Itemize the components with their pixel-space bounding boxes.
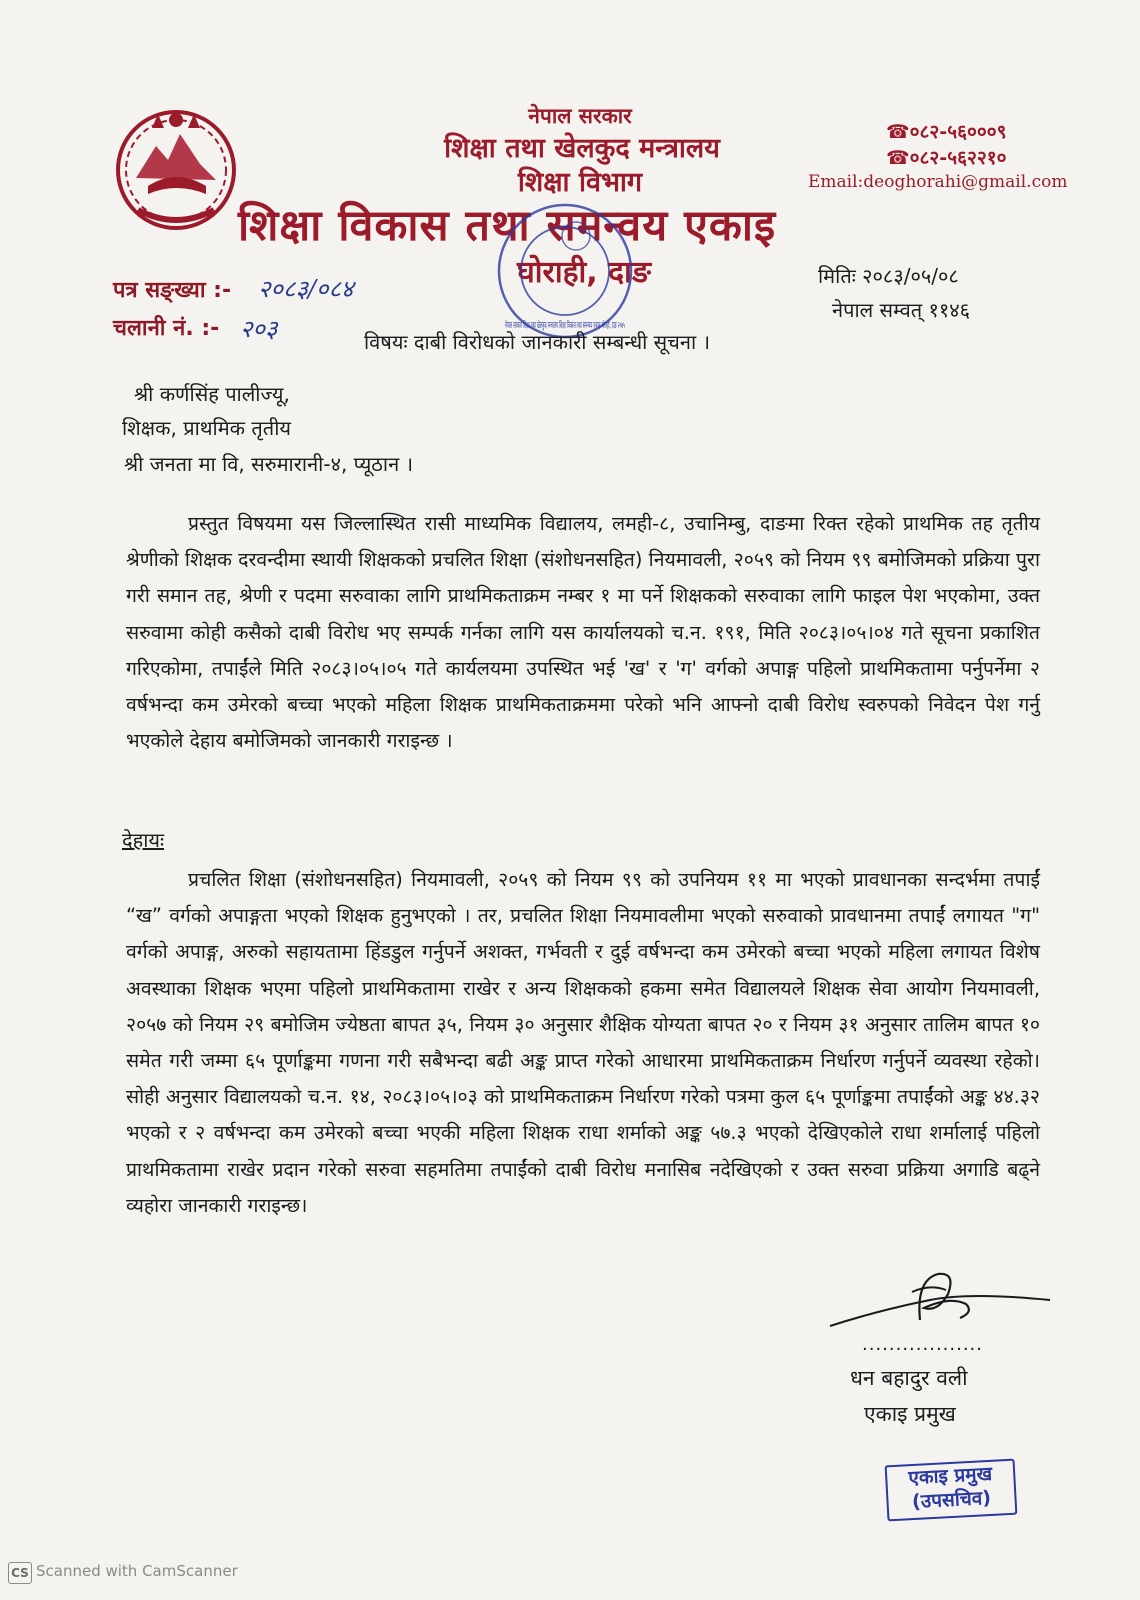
- nepal-emblem-icon: [108, 98, 244, 234]
- nepal-sambat-date: नेपाल सम्वत् ११४६: [832, 298, 971, 322]
- signatory-title: एकाइ प्रमुख: [864, 1402, 956, 1426]
- addressee-name: श्री कर्णसिंह पालीज्यू,: [134, 382, 290, 406]
- addressee-position: शिक्षक, प्राथमिक तृतीय: [122, 416, 291, 440]
- patra-value: २०८३/०८४: [258, 275, 354, 303]
- letter-subject: विषयः दाबी विरोधको जानकारी सम्बन्धी सूचना ।: [364, 330, 711, 354]
- round-office-stamp: [490, 196, 818, 346]
- body-paragraph-1: प्रस्तुत विषयमा यस जिल्लास्थित रासी माध्यमिक विद्यालय, लमही-८, उचानिम्बु, दाङमा रिक्त रहेको प्राथमिक तह तृतीय श्रेणीको शिक्षक दरवन्दीमा स्थायी शिक्षकको प्रचलित शिक्षा (संशोधनसहित) नियमावली, २०५९ को नियम ९९ बमोजिमको प्रक्रिया पुरा गरी समान तह, श्रेणी र पदमा सरुवाका लागि प्राथमिकताक्रम नम्बर १ मा पर्ने शिक्षकको सरुवाका लागि फाइल पेश भएकोमा, उक्त सरुवामा कोही कसैको दाबी विरोध भए सम्पर्क गर्नका लागि यस कार्यालयको च.न. १९१, मिति २०८३।०५।०४ गते सूचना प्रकाशित गरिएकोमा, तपाईंले मिति २०८३।०५।०५ गते कार्यलयमा उपस्थित भई 'ख' र 'ग' वर्गको अपाङ्ग पहिलो प्राथमिकतामा पर्नुपर्नेमा २ वर्षभन्दा कम उमेरको बच्चा भएको महिला शिक्षक प्राथमिकताक्रममा परेको भनि आफ्नो दाबी विरोध स्वरुपको निवेदन पेश गर्नु भएकोले देहाय बमोजिमको जानकारी गराइन्छ ।: [126, 512, 1040, 753]
- patra-label: पत्र सङ्ख्या :-: [113, 278, 232, 303]
- ministry-name: शिक्षा तथा खेलकुद मन्त्रालय: [444, 133, 720, 164]
- chalani-label: चलानी नं. :-: [113, 316, 220, 341]
- addressee-school: श्री जनता मा वि, सरुमारानी-४, प्यूठान ।: [124, 452, 414, 476]
- stamp-line-2: (उपसचिव): [911, 1486, 992, 1514]
- chalani-value: २०३: [240, 315, 278, 343]
- unit-name: शिक्षा विकास तथा समन्वय एकाइ: [238, 201, 777, 251]
- dehaya-heading: देहायः: [122, 828, 165, 852]
- government-name: नेपाल सरकार: [528, 104, 632, 128]
- stamp-line-1: एकाइ प्रमुख: [907, 1462, 993, 1490]
- phone-number-2: ☎०८२-५६२२१०: [886, 147, 1007, 169]
- signature-dots: ..................: [862, 1334, 983, 1355]
- office-location: घोराही, दाङ: [517, 255, 651, 290]
- signatory-name: धन बहादुर वली: [850, 1366, 968, 1390]
- letter-date: मितिः २०८३/०५/०८: [818, 264, 959, 288]
- signature-mark: [820, 1260, 1060, 1340]
- body-paragraph-2: प्रचलित शिक्षा (संशोधनसहित) नियमावली, २०५९ को नियम ९९ को उपनियम ११ मा भएको प्रावधानका सन्दर्भमा तपाईं “ख” वर्गको अपाङ्गता भएको शिक्षक हुनुभएको । तर, प्रचलित शिक्षा नियमावलीमा भएको सरुवाको प्रावधानमा तपाईं लगायत "ग" वर्गको अपाङ्ग, अरुको सहायतामा हिंडडुल गर्नुपर्ने अशक्त, गर्भवती र दुई वर्षभन्दा कम उमेरको बच्चा भएको महिला लगायत विशेष अवस्थाका शिक्षक भएमा पहिलो प्राथमिकतामा राखेर र अन्य शिक्षकको हकमा समेत विद्यालयले शिक्षक सेवा आयोग नियमावली, २०५७ को नियम २९ बमोजिम ज्येष्ठता बापत ३५, नियम ३० अनुसार शैक्षिक योग्यता बापत २० र नियम ३१ अनुसार तालिम बापत १० समेत गरी जम्मा ६५ पूर्णाङ्कमा गणना गरी सबैभन्दा बढी अङ्क प्राप्त गरेको आधारमा प्राथमिकताक्रम निर्धारण गर्नुपर्ने व्यवस्था रहेको। सोही अनुसार विद्यालयको च.न. १४, २०८३।०५।०३ को प्राथमिकताक्रम निर्धारण गरेको पत्रमा कुल ६५ पूर्णाङ्कमा तपाईंको अङ्क ४४.३२ भएको र २ वर्षभन्दा कम उमेरको बच्चा भएकी महिला शिक्षक राधा शर्माको अङ्क ५७.३ भएको देखिएकोले राधा शर्मालाई पहिलो प्राथमिकतामा राखेर प्रदान गरेको सरुवा सहमतिमा तपाईंको दाबी विरोध मनासिब नदेखिएको र उक्त सरुवा प्रक्रिया अगाडि बढ्ने व्यहोरा जानकारी गराइन्छ।: [126, 868, 1041, 1217]
- phone-number-1: ☎०८२-५६०००९: [886, 121, 1007, 143]
- scanner-watermark: Scanned with CamScanner: [36, 1562, 238, 1580]
- email-address: Email:deoghorahi@gmail.com: [808, 172, 1068, 192]
- department-name: शिक्षा विभाग: [517, 167, 643, 198]
- round-stamp-text: नेपाल सरकार शिक्षा तथा खेलकुद मन्त्रालय शिक्षा विकास तथा समन्वय एकाइ घोराही, दाङ २०७५: [505, 321, 818, 331]
- camscanner-icon: CS: [8, 1562, 32, 1584]
- designation-stamp: [885, 1459, 1018, 1522]
